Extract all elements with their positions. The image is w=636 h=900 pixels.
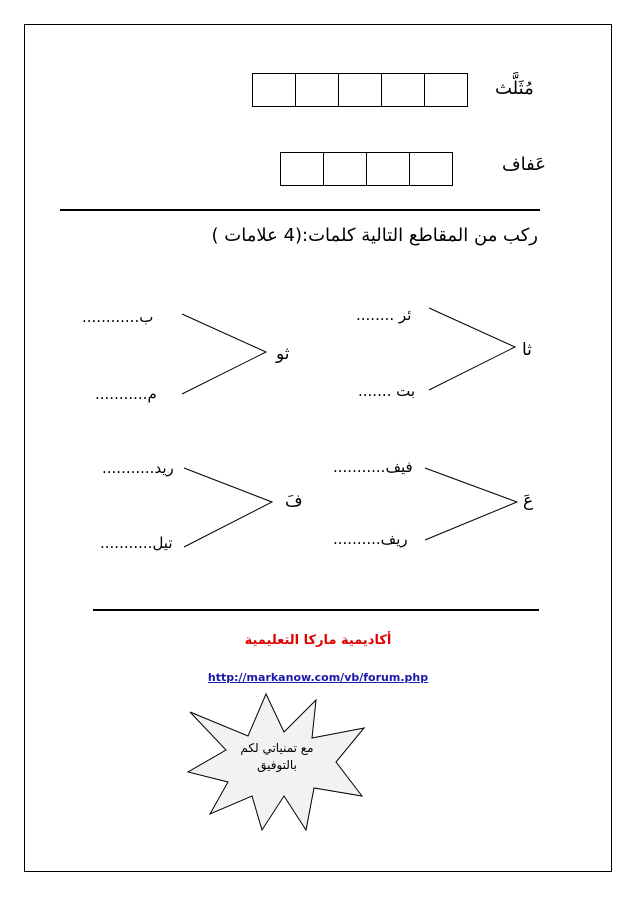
badge-text	[222, 740, 332, 774]
syllable-option: ريد...........	[102, 459, 174, 477]
word-label-2: عَفاف	[502, 154, 546, 175]
academy-name: أكاديمية ماركا التعليمية	[244, 633, 392, 648]
word-label-1: مُثَلَّث	[495, 78, 534, 99]
branch-ain	[425, 468, 517, 540]
divider-bottom	[93, 609, 539, 611]
branch-fa	[184, 468, 272, 547]
syllable-root-3: عَ	[523, 491, 534, 511]
instruction: ركب من المقاطع التالية كلمات:(4 علامات )	[211, 225, 538, 246]
branch-thu	[182, 314, 266, 394]
syllable-root-1: ثا	[522, 340, 532, 360]
syllable-option: ب............	[82, 308, 154, 326]
syllable-option: م...........	[95, 385, 157, 403]
syllable-option: ريف..........	[333, 530, 408, 548]
badge-line-2: بالتوفيق	[257, 758, 297, 772]
syllable-option: بت .......	[358, 382, 416, 400]
syllable-option: تيل...........	[100, 534, 173, 552]
forum-link[interactable]: http://markanow.com/vb/forum.php	[207, 671, 429, 684]
syllable-root-4: فَ	[285, 491, 303, 511]
badge-line-1: مع تمنياتي لكم	[240, 741, 314, 755]
syllable-option: ئر ........	[356, 306, 412, 324]
footer-link-wrap	[0, 666, 636, 685]
branch-tha	[429, 308, 515, 390]
syllable-root-2: ثو	[276, 344, 290, 364]
syllable-option: فيف...........	[333, 458, 413, 476]
